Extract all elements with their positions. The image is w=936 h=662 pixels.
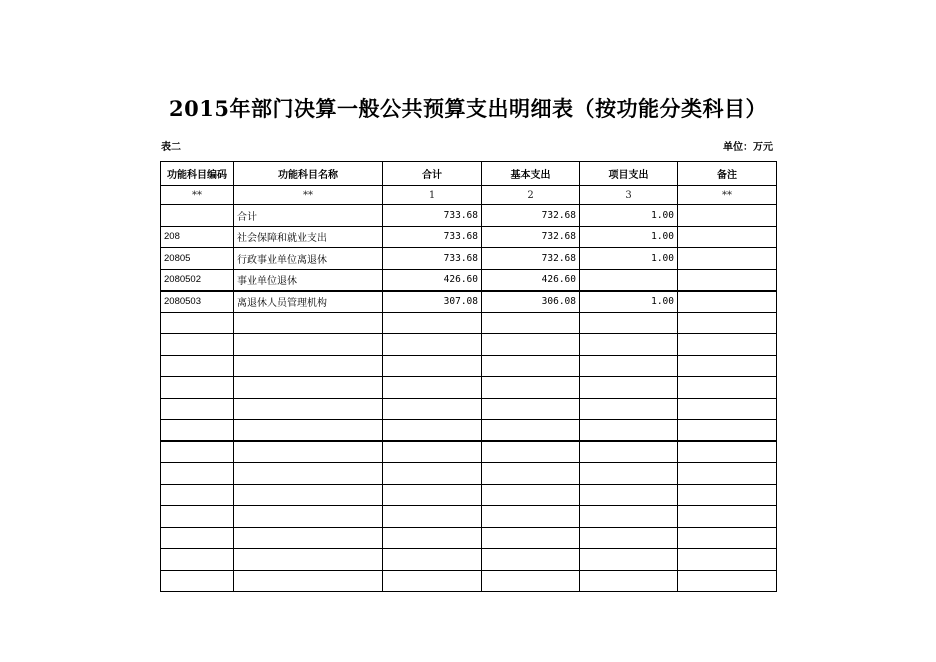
name-cell: 合计 <box>234 205 383 227</box>
table-row <box>161 248 777 270</box>
index-cell: ** <box>678 186 777 205</box>
total-cell <box>383 570 482 592</box>
name-cell <box>234 549 383 571</box>
name-cell <box>234 334 383 356</box>
unit-label: 单位：万元 <box>723 142 773 153</box>
code-cell <box>161 420 234 442</box>
table-row <box>161 334 777 356</box>
total-cell <box>383 312 482 334</box>
total-cell: 733.68 <box>383 248 482 270</box>
basic-cell <box>482 549 580 571</box>
basic-cell <box>482 527 580 549</box>
project-cell <box>580 377 678 399</box>
basic-cell <box>482 334 580 356</box>
table-row <box>161 441 777 463</box>
name-cell <box>234 420 383 442</box>
project-cell <box>580 269 678 291</box>
note-cell <box>678 291 777 313</box>
project-cell <box>580 484 678 506</box>
note-cell <box>678 570 777 592</box>
code-cell <box>161 463 234 485</box>
table-row <box>161 377 777 399</box>
note-cell <box>678 226 777 248</box>
header-basic: 基本支出 <box>482 162 580 186</box>
name-cell: 离退休人员管理机构 <box>234 291 383 313</box>
note-cell <box>678 355 777 377</box>
basic-cell <box>482 570 580 592</box>
name-cell: 事业单位退休 <box>234 269 383 291</box>
name-cell <box>234 398 383 420</box>
header-total: 合计 <box>383 162 482 186</box>
note-cell <box>678 269 777 291</box>
name-cell <box>234 570 383 592</box>
total-cell: 307.08 <box>383 291 482 313</box>
project-cell <box>580 312 678 334</box>
header-code: 功能科目编码 <box>161 162 234 186</box>
table-row <box>161 463 777 485</box>
total-cell <box>383 549 482 571</box>
project-cell <box>580 549 678 571</box>
note-cell <box>678 506 777 528</box>
table-label: 表二 <box>161 142 181 153</box>
index-cell: ** <box>161 186 234 205</box>
code-cell: 208 <box>161 226 234 248</box>
name-cell <box>234 506 383 528</box>
project-cell <box>580 441 678 463</box>
project-cell <box>580 506 678 528</box>
name-cell <box>234 312 383 334</box>
table-row <box>161 205 777 227</box>
basic-cell <box>482 312 580 334</box>
total-cell <box>383 506 482 528</box>
basic-cell: 426.60 <box>482 269 580 291</box>
header-row <box>161 162 777 186</box>
index-cell: 1 <box>383 186 482 205</box>
table-row <box>161 226 777 248</box>
basic-cell: 732.68 <box>482 248 580 270</box>
total-cell <box>383 484 482 506</box>
page-title: 2015年部门决算一般公共预算支出明细表（按功能分类科目） <box>169 96 767 121</box>
code-cell <box>161 484 234 506</box>
total-cell: 733.68 <box>383 226 482 248</box>
total-cell <box>383 527 482 549</box>
project-cell: 1.00 <box>580 248 678 270</box>
code-cell <box>161 441 234 463</box>
name-cell <box>234 377 383 399</box>
code-cell: 20805 <box>161 248 234 270</box>
note-cell <box>678 377 777 399</box>
code-cell <box>161 312 234 334</box>
total-cell <box>383 441 482 463</box>
note-cell <box>678 441 777 463</box>
table-row <box>161 291 777 313</box>
table-row <box>161 506 777 528</box>
basic-cell <box>482 398 580 420</box>
note-cell <box>678 527 777 549</box>
project-cell <box>580 420 678 442</box>
table-row <box>161 355 777 377</box>
header-note: 备注 <box>678 162 777 186</box>
total-cell: 426.60 <box>383 269 482 291</box>
note-cell <box>678 248 777 270</box>
basic-cell <box>482 355 580 377</box>
code-cell: 2080502 <box>161 269 234 291</box>
code-cell <box>161 355 234 377</box>
project-cell: 1.00 <box>580 205 678 227</box>
name-cell: 行政事业单位离退休 <box>234 248 383 270</box>
project-cell <box>580 398 678 420</box>
project-cell: 1.00 <box>580 226 678 248</box>
total-cell <box>383 355 482 377</box>
total-cell <box>383 463 482 485</box>
code-cell <box>161 205 234 227</box>
note-cell <box>678 420 777 442</box>
project-cell <box>580 527 678 549</box>
name-cell <box>234 463 383 485</box>
basic-cell <box>482 484 580 506</box>
index-cell: 3 <box>580 186 678 205</box>
basic-cell <box>482 506 580 528</box>
basic-cell: 732.68 <box>482 205 580 227</box>
name-cell <box>234 484 383 506</box>
note-cell <box>678 398 777 420</box>
code-cell <box>161 377 234 399</box>
table-row <box>161 527 777 549</box>
code-cell <box>161 506 234 528</box>
basic-cell: 732.68 <box>482 226 580 248</box>
table-row <box>161 484 777 506</box>
code-cell <box>161 570 234 592</box>
basic-cell <box>482 377 580 399</box>
name-cell <box>234 355 383 377</box>
table-row <box>161 549 777 571</box>
note-cell <box>678 205 777 227</box>
header-project: 项目支出 <box>580 162 678 186</box>
note-cell <box>678 549 777 571</box>
code-cell <box>161 549 234 571</box>
index-cell: ** <box>234 186 383 205</box>
code-cell: 2080503 <box>161 291 234 313</box>
basic-cell <box>482 441 580 463</box>
index-cell: 2 <box>482 186 580 205</box>
name-cell <box>234 441 383 463</box>
name-cell: 社会保障和就业支出 <box>234 226 383 248</box>
note-cell <box>678 334 777 356</box>
project-cell <box>580 355 678 377</box>
index-row <box>161 186 777 205</box>
project-cell <box>580 463 678 485</box>
total-cell <box>383 334 482 356</box>
total-cell <box>383 377 482 399</box>
total-cell <box>383 420 482 442</box>
project-cell <box>580 334 678 356</box>
total-cell: 733.68 <box>383 205 482 227</box>
expenditure-table <box>160 161 777 592</box>
header-name: 功能科目名称 <box>234 162 383 186</box>
table-row <box>161 570 777 592</box>
basic-cell <box>482 463 580 485</box>
code-cell <box>161 334 234 356</box>
name-cell <box>234 527 383 549</box>
basic-cell: 306.08 <box>482 291 580 313</box>
note-cell <box>678 312 777 334</box>
total-cell <box>383 398 482 420</box>
table-row <box>161 312 777 334</box>
table-row <box>161 420 777 442</box>
table-row <box>161 269 777 291</box>
note-cell <box>678 484 777 506</box>
project-cell: 1.00 <box>580 291 678 313</box>
project-cell <box>580 570 678 592</box>
code-cell <box>161 527 234 549</box>
note-cell <box>678 463 777 485</box>
basic-cell <box>482 420 580 442</box>
table-row <box>161 398 777 420</box>
code-cell <box>161 398 234 420</box>
